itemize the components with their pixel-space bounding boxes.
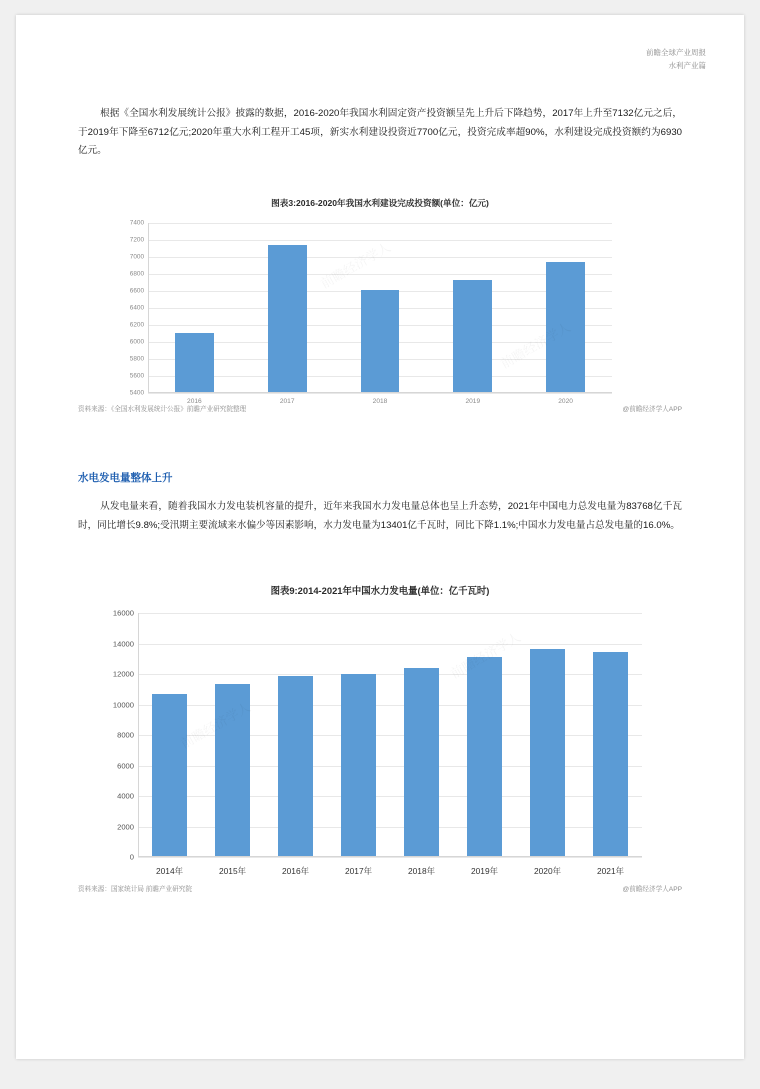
chart-title: 图表9:2014-2021年中国水力发电量(单位：亿千瓦时)	[270, 585, 490, 596]
chart-title: 图表3:2016-2020年我国水利建设完成投资额(单位：亿元)	[271, 198, 489, 208]
x-axis-tick-label: 2014年	[155, 866, 184, 876]
paragraph-1-text: 根据《全国水利发展统计公报》披露的数据，2016-2020年我国水利固定资产投资额呈先上升后下降趋势，2017年上升至7132亿元之后，于2019年下降至6712亿元;2020年重大水利工程开工45项，新实水利建设投资近7700亿元，投资完成率超90%，水利建设完成投资额约为6930亿元。	[78, 108, 682, 157]
chart-source-right: @前瞻经济学人APP	[622, 886, 682, 893]
bar	[530, 649, 565, 856]
chart-source-row	[78, 883, 682, 893]
gridline	[138, 766, 642, 767]
y-axis	[138, 613, 139, 857]
gridline	[138, 827, 642, 828]
y-axis-tick-label: 0	[129, 852, 134, 862]
bar	[215, 684, 250, 856]
y-axis-tick-label: 4000	[117, 791, 134, 801]
paragraph-2-text: 从发电量来看，随着我国水力发电装机容量的提升，近年来我国水力发电量总体也呈上升态势，2021年中国电力总发电量为83768亿千瓦时，同比增长9.8%;受汛期主要流域来水偏少等因素影响，水力发电量为13401亿千瓦时，同比下降1.1%;中国水力发电量占总发电量的16.0%。	[78, 501, 682, 531]
y-axis-tick-label: 8000	[117, 730, 134, 740]
gridline	[138, 674, 642, 675]
header-line-1: 前瞻全球产业周报	[646, 48, 706, 57]
bar	[175, 333, 214, 393]
x-axis-tick-label: 2018年	[407, 866, 436, 876]
chart-source-left: 资料来源：国家统计局 前瞻产业研究院	[78, 886, 192, 893]
bar	[341, 674, 376, 856]
gridline	[138, 613, 642, 614]
chart-hydropower-generation	[78, 583, 682, 893]
gridline	[138, 735, 642, 736]
gridline	[138, 857, 642, 858]
y-axis-tick-label: 7200	[129, 236, 144, 244]
bar	[593, 652, 628, 856]
paragraph-1	[78, 105, 682, 161]
y-axis-tick-label: 5400	[129, 389, 144, 397]
y-axis-tick-label: 10000	[112, 700, 134, 709]
y-axis-tick-label: 12000	[112, 669, 134, 679]
paragraph-2	[78, 498, 682, 535]
gridline	[138, 705, 642, 706]
gridline	[138, 796, 642, 797]
y-axis-tick-label: 7400	[129, 219, 144, 227]
x-axis-tick-label: 2017	[279, 398, 295, 405]
bar	[404, 668, 439, 856]
x-axis-tick-label: 2021年	[596, 866, 625, 876]
bar	[467, 657, 502, 856]
chart-source-right: @前瞻经济学人APP	[622, 406, 682, 413]
bar	[268, 245, 307, 392]
chart-1-plot	[129, 219, 612, 405]
gridline	[148, 274, 612, 275]
y-axis-tick-label: 5800	[129, 355, 144, 363]
y-axis-tick-label: 6400	[129, 304, 144, 312]
y-axis-tick-label: 6200	[129, 321, 144, 329]
page-header	[646, 47, 706, 73]
bar	[546, 262, 585, 392]
y-axis-tick-label: 6800	[129, 270, 144, 278]
y-axis-tick-label: 6000	[129, 338, 144, 346]
x-axis-tick-label: 2016年	[281, 866, 310, 876]
y-axis	[148, 223, 149, 393]
gridline	[148, 393, 612, 394]
header-line-2: 水利产业篇	[668, 60, 706, 70]
y-axis-tick-label: 6000	[117, 761, 134, 770]
gridline	[148, 257, 612, 258]
x-axis	[148, 392, 612, 393]
x-axis	[138, 856, 642, 857]
x-axis-tick-label: 2018	[372, 398, 388, 405]
chart-source-row	[78, 403, 682, 413]
chart-2-plot	[112, 608, 642, 876]
chart-plot-area	[78, 215, 682, 415]
bar	[361, 290, 400, 392]
bar	[453, 280, 492, 392]
y-axis-tick-label: 6600	[129, 287, 144, 295]
x-axis-tick-label: 2019年	[470, 866, 499, 876]
bar	[278, 676, 313, 856]
document-page	[16, 15, 744, 1059]
gridline	[148, 240, 612, 241]
bar	[152, 694, 187, 856]
y-axis-tick-label: 14000	[112, 639, 134, 648]
x-axis-tick-label: 2019	[465, 398, 481, 405]
chart-plot-area	[78, 603, 682, 893]
y-axis-tick-label: 7000	[129, 253, 144, 261]
y-axis-tick-label: 16000	[112, 608, 134, 618]
gridline	[148, 223, 612, 224]
x-axis-tick-label: 2017年	[344, 866, 373, 876]
y-axis-tick-label: 5600	[129, 372, 144, 380]
chart-source-left: 资料来源：《全国水利发展统计公报》前瞻产业研究院整理	[78, 406, 247, 413]
y-axis-tick-label: 2000	[117, 822, 134, 831]
x-axis-tick-label: 2016	[187, 398, 202, 405]
x-axis-tick-label: 2020	[558, 398, 573, 405]
chart-water-investment	[78, 197, 682, 415]
x-axis-tick-label: 2020年	[533, 866, 562, 876]
gridline	[138, 644, 642, 645]
section-title: 水电发电量整体上升	[78, 472, 173, 484]
x-axis-tick-label: 2015年	[218, 866, 247, 876]
